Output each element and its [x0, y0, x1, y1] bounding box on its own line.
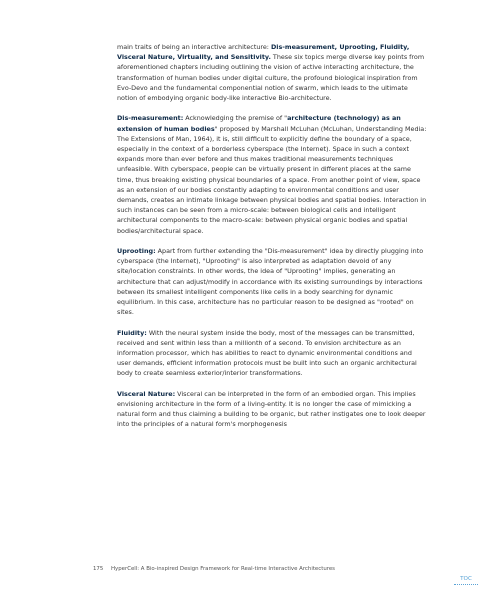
toc-link[interactable]: [454, 576, 478, 585]
paragraph: [117, 328, 427, 379]
paragraph: [117, 113, 427, 235]
highlighted-term: Uprooting:: [117, 247, 156, 256]
paragraph: [117, 246, 427, 317]
text-run: Acknowledging the premise of ": [183, 114, 288, 123]
highlighted-term: architecture (technology) as an extension of human bodies: [117, 114, 401, 133]
page-footer: [93, 566, 393, 572]
body-text: [117, 42, 427, 440]
toc-label: TOC: [460, 576, 472, 582]
text-run: Visceral can be interpreted in the form of an embodied organ. This implies envisioning architecture in the form of a living-entity. It is no longer the case of mimicking a natural form and thus claiming a building to be organic, but rather instigates one to look deeper into the principles of a natural form's morphogenesis: [117, 389, 426, 429]
text-run: Apart from further extending the "Dis-measurement" idea by directly plugging into cyberspace (the Internet), "Uprooting" is also interpreted as adaptation devoid of any site/location constraints. In other words, the idea of "Uprooting" implies, generating an architecture that can adjust/modify in accordance with its existing surroundings by interactions between its smallest intelligent components like cells in a body searching for dynamic equilibrium. In this case, architecture has no particular reason to be designed as "rooted" on sites.: [117, 247, 424, 317]
highlighted-term: Dis-measurement:: [117, 114, 184, 123]
paragraph: [117, 42, 427, 103]
highlighted-term: Fluidity:: [117, 328, 147, 337]
text-run: main traits of being an interactive architecture:: [117, 43, 271, 51]
highlighted-term: Visceral Nature:: [117, 389, 176, 398]
running-title: HyperCell: A Bio-inspired Design Framework for Real-time Interactive Architectures: [111, 566, 335, 572]
text-run: With the neural system inside the body, most of the messages can be transmitted, received and sent within less than a millionth of a second. To envision architecture as an information processor, which has abilities to react to dynamic environmental conditions and user demands, efficient information protocols must be built into such an organic architectural body to create seamless exterior/interior transformations.: [117, 328, 417, 378]
highlighted-term: Dis-measurement, Uprooting, Fluidity, Visceral Nature, Virtuality, and Sensitivity.: [117, 43, 410, 62]
toc-underline: [454, 584, 478, 585]
page-number: 175: [93, 566, 104, 572]
text-run: " proposed by Marshall McLuhan (McLuhan, Understanding Media: The Extensions of Man, 1964), it is, still difficult to explicitly define the boundary of a space, especially in the context of a borderless cyberspace (the Internet). Space in such a context expands more than ever before and thus makes traditional measurements techniques unfeasible. With cyberspace, people can be virtually present in different places at the same time, thus breaking existing physical boundaries of a space. From another point of view, space as an extension of our bodies constantly adapting to environmental conditions and user demands, creates an intimate linkage between physical bodies and spatial bodies. Interaction in such instances can be seen from a micro-scale: between biological cells and intelligent architectural components to the macro-scale: between physical organic bodies and spatial bodies/architectural space.: [117, 124, 427, 235]
text-run: These six topics merge diverse key points from aforementioned chapters including outlining the vision of active interacting architecture, the transformation of human bodies under digital culture, the profound biological inspiration from Evo-Devo and the fundamental componential notion of swarm, which leads to the ultimate notion of embodying organic body-like interactive Bio-architecture.: [117, 53, 425, 103]
paragraph: [117, 389, 427, 430]
